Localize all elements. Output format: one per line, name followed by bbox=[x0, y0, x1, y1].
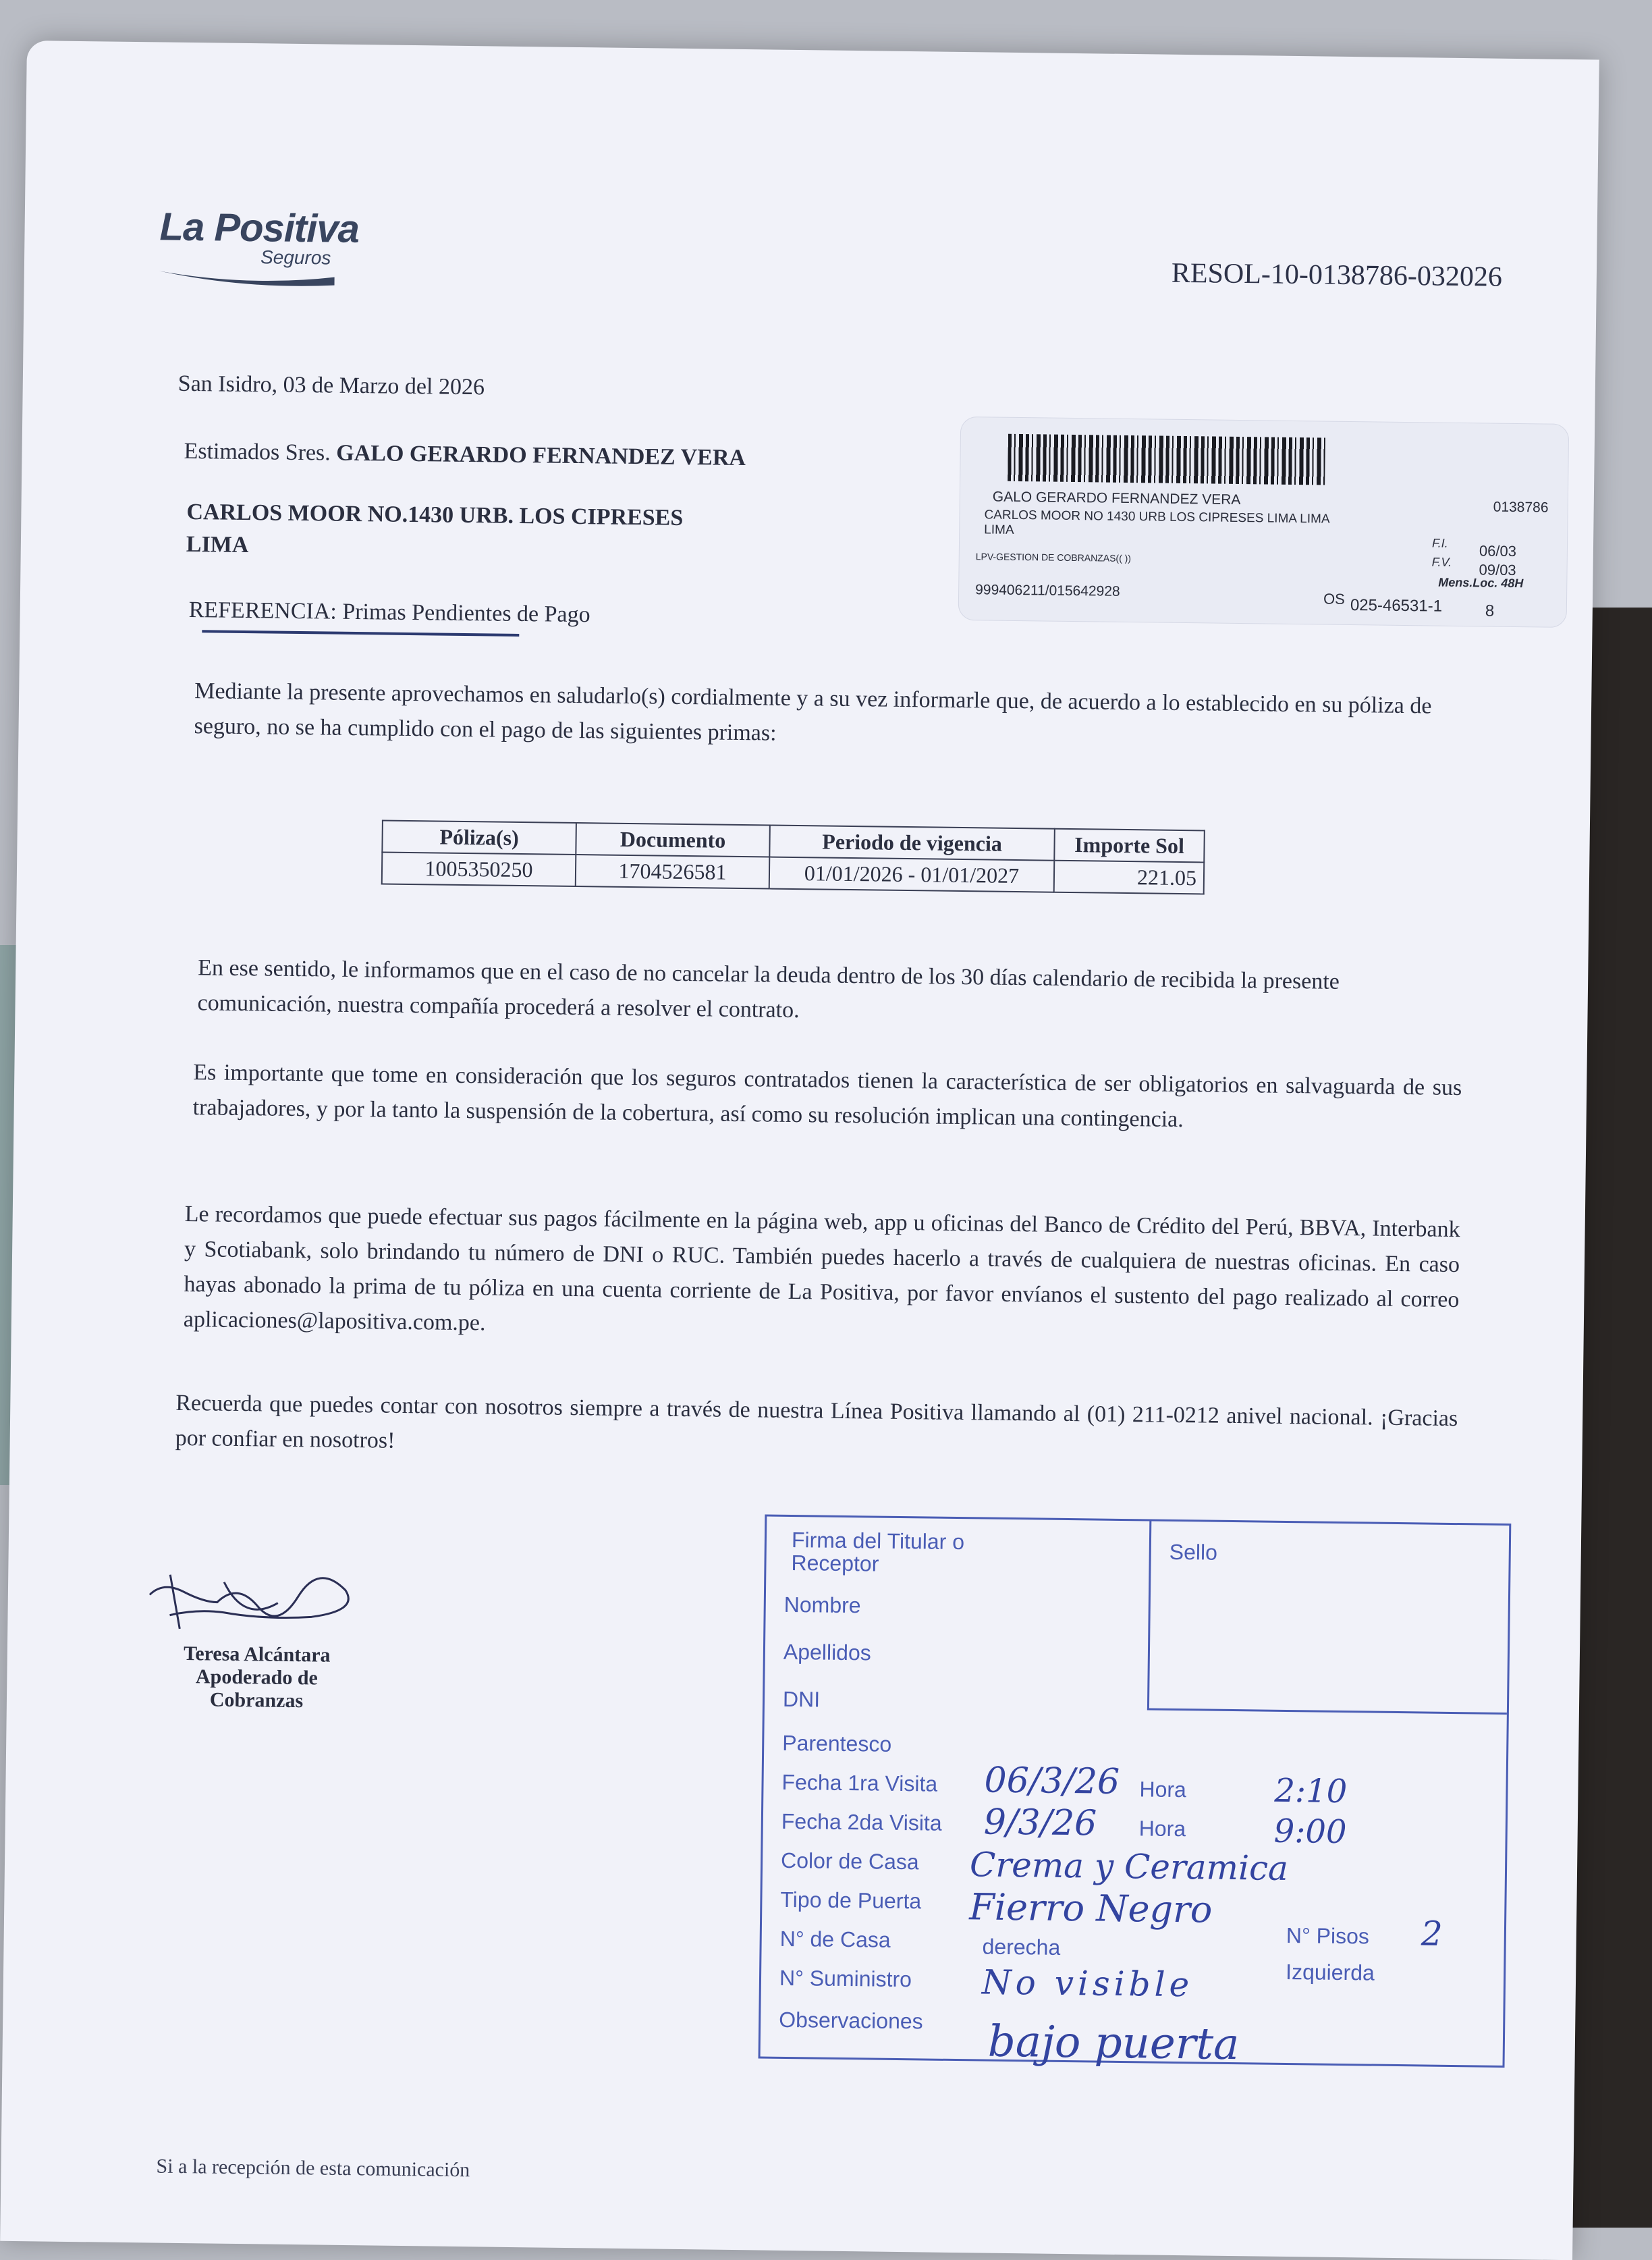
footer-text: Si a la recepción de esta comunicación bbox=[156, 2155, 470, 2182]
greeting-prefix: Estimados Sres. bbox=[184, 438, 331, 466]
label-fi-value: 06/03 bbox=[1479, 542, 1517, 560]
label-gestion: LPV-GESTION DE COBRANZAS(( )) bbox=[975, 551, 1132, 564]
reference: REFERENCIA: Primas Pendientes de Pago bbox=[188, 597, 590, 628]
paragraph-2: En ese sentido, le informamos que en el caso de no cancelar la deuda dentro de los 30 días calendario de recibida la presente comunicación, nuestra compañía procederá a resolver el contrato. bbox=[197, 955, 1340, 1023]
col-importe: Importe Sol bbox=[1054, 829, 1205, 863]
address-line-1: CARLOS MOOR NO.1430 URB. LOS CIPRESES bbox=[186, 499, 684, 531]
stamp-puerta: Tipo de Puerta bbox=[780, 1887, 922, 1914]
label-os-count: 8 bbox=[1485, 601, 1495, 620]
label-name: GALO GERARDO FERNANDEZ VERA bbox=[992, 489, 1241, 508]
address-label bbox=[958, 416, 1570, 628]
label-fi-label: F.I. bbox=[1431, 536, 1448, 550]
cell-documento: 1704526581 bbox=[576, 855, 770, 889]
label-phones: 999406211/015642928 bbox=[975, 582, 1120, 599]
col-poliza: Póliza(s) bbox=[382, 821, 576, 855]
hw-color: Crema y Ceramica bbox=[969, 1845, 1289, 1889]
label-os-label: OS bbox=[1323, 590, 1345, 608]
cell-periodo: 01/01/2026 - 01/01/2027 bbox=[769, 857, 1055, 892]
stamp-derecha: derecha bbox=[982, 1934, 1061, 1960]
hw-pisos: 2 bbox=[1421, 1914, 1443, 1954]
hw-hora1: 2:10 bbox=[1274, 1771, 1348, 1811]
logo-swoosh-icon bbox=[159, 268, 335, 286]
greeting bbox=[184, 434, 746, 476]
stamp-hora2: Hora bbox=[1138, 1816, 1186, 1841]
label-address: CARLOS MOOR NO 1430 URB LOS CIPRESES LIMA LIMA bbox=[984, 508, 1330, 527]
letter-page bbox=[0, 41, 1599, 2260]
label-code: 0138786 bbox=[1493, 499, 1549, 516]
stamp-color: Color de Casa bbox=[780, 1848, 919, 1875]
stamp-dni: DNI bbox=[782, 1686, 821, 1712]
resolution-number: RESOL-10-0138786-032026 bbox=[1171, 257, 1503, 293]
col-periodo: Periodo de vigencia bbox=[769, 826, 1055, 861]
stamp-apellidos: Apellidos bbox=[783, 1639, 871, 1665]
signature-icon bbox=[142, 1554, 373, 1644]
delivery-stamp bbox=[758, 1515, 1527, 2091]
signatory bbox=[155, 1642, 358, 1714]
stamp-observaciones: Observaciones bbox=[779, 2007, 923, 2034]
premiums-table bbox=[381, 820, 1205, 895]
stamp-nombre: Nombre bbox=[783, 1592, 861, 1618]
stamp-izquierda: Izquierda bbox=[1285, 1960, 1375, 1985]
hw-puerta: Fierro Negro bbox=[968, 1885, 1213, 1931]
cell-poliza: 1005350250 bbox=[382, 853, 576, 887]
logo-name: La Positiva bbox=[159, 205, 360, 252]
hw-fecha1: 06/3/26 bbox=[984, 1760, 1120, 1802]
hw-suministro: No visible bbox=[981, 1962, 1194, 2005]
logo-sub: Seguros bbox=[260, 246, 331, 269]
stamp-firma: Firma del Titular o Receptor bbox=[791, 1528, 965, 1576]
paragraph-3: Es importante que tome en consideración que los seguros contratados tienen la característica de ser obligatorios en salvaguarda de sus trabajadores, y por la tanto la suspensión de la cobertura, así como su resolución implican una contingencia. bbox=[192, 1060, 1462, 1133]
signatory-name: Teresa Alcántara bbox=[183, 1642, 331, 1667]
stamp-npisos: N° Pisos bbox=[1286, 1923, 1370, 1949]
paragraph-5: Recuerda que puedes contar con nosotros siempre a través de nuestra Línea Positiva llamando al (01) 211-0212 anivel nacional. ¡Gracias por confiar en nosotros! bbox=[175, 1390, 1458, 1453]
label-fv-value: 09/03 bbox=[1479, 561, 1516, 579]
stamp-ncasa: N° de Casa bbox=[779, 1926, 891, 1952]
hw-hora2: 9:00 bbox=[1273, 1812, 1347, 1852]
signatory-title: Apoderado de Cobranzas bbox=[195, 1665, 319, 1713]
barcode-icon bbox=[1008, 434, 1325, 485]
paragraph-4: Le recordamos que puede efectuar sus pagos fácilmente en la página web, app u oficinas del Banco de Crédito del Perú, BBVA, Interbank y Scotiabank, solo brindando tu número de DNI o RUC. También puedes hacerlo a través de cualquiera de nuestras oficinas. En caso hayas abonado la prima de tu póliza en una cuenta corriente de La Positiva, por favor envíanos el sustento del pago realizado al correo aplicaciones@lapositiva.com.pe. bbox=[183, 1201, 1460, 1336]
hw-fecha2: 9/3/26 bbox=[983, 1802, 1097, 1844]
stamp-parentesco: Parentesco bbox=[782, 1730, 892, 1756]
label-city: LIMA bbox=[984, 522, 1014, 537]
col-documento: Documento bbox=[576, 823, 770, 857]
label-mens: Mens.Loc. 48H bbox=[1438, 575, 1524, 591]
stamp-sello: Sello bbox=[1169, 1539, 1218, 1565]
hw-observaciones: bajo puerta bbox=[987, 2016, 1240, 2070]
recipient-name: GALO GERARDO FERNANDEZ VERA bbox=[336, 440, 746, 471]
address-line-2: LIMA bbox=[186, 531, 249, 558]
label-os-value: 025-46531-1 bbox=[1350, 596, 1443, 616]
cell-importe: 221.05 bbox=[1054, 861, 1205, 894]
company-logo bbox=[159, 204, 360, 290]
date-line: San Isidro, 03 de Marzo del 2026 bbox=[177, 371, 485, 400]
stamp-hora1: Hora bbox=[1139, 1777, 1187, 1802]
stamp-fecha1: Fecha 1ra Visita bbox=[781, 1769, 938, 1796]
stamp-suministro: N° Suministro bbox=[779, 1965, 912, 1992]
stamp-fecha2: Fecha 2da Visita bbox=[781, 1808, 942, 1835]
paragraph-1: Mediante la presente aprovechamos en saludarlo(s) cordialmente y a su vez informarle que, de acuerdo a lo establecido en su póliza de seguro, no se ha cumplido con el pago de las siguientes primas: bbox=[194, 678, 1432, 746]
label-fv-label: F.V. bbox=[1431, 555, 1452, 569]
